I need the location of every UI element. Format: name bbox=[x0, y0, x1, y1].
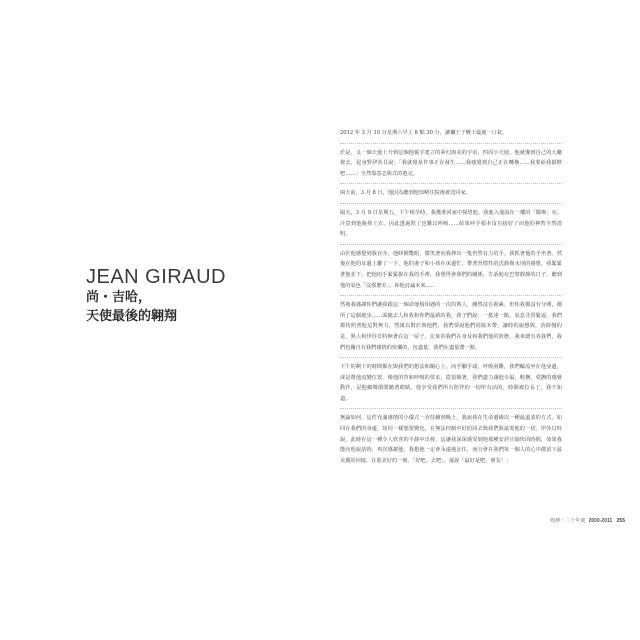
title-block bbox=[86, 266, 306, 326]
paragraph-divider bbox=[340, 143, 562, 144]
paragraph-divider bbox=[340, 244, 562, 245]
paragraph-divider bbox=[340, 357, 562, 358]
footer-years: 2000-2011 bbox=[588, 518, 613, 524]
paragraph-7: 下午的剩下的時間都在與我們的想法和關心上，而手腳手頭，呼吸困難，我們輪流坐在他身邊，成是幫他流變位置，像他的背和呼吸的要求，從很順著，我們盡力讓他幸福，輕撫，愛撫的感覺動作，是他細聲閉閉聽著眼睛，他享受我們所有陪伴的一切所有活的，時間被拉長了，我不知道。 bbox=[340, 364, 562, 402]
page-number: 255 bbox=[616, 518, 625, 524]
title-chinese-line-1: 尚・吉哈， bbox=[86, 290, 152, 305]
paragraph-2: 於是，又一個天使上升到這個他親手建立的夢幻與美的宇宙，四周小天使，他就像到自己的大廳裡去，起身對伊莎貝說：「我就覺某件事正在發生……我感覺到自己正在轉換……我要給我靜默吧……」全然靠意志與式的遊完。 bbox=[340, 149, 562, 177]
title-english-name: JEAN GIRAUD bbox=[86, 266, 226, 288]
paragraph-divider bbox=[340, 203, 562, 204]
paragraph-1: 2012 年 3 月 10 日星期六早上 8 點 30 分，讓禰王子嚥下最後一口氣。 bbox=[340, 130, 508, 136]
paragraph-divider bbox=[340, 295, 562, 296]
paragraph-4: 隔天，3 月 9 日星期五，下午稍早時，我獲准回家中探望他。我進入他設在一樓的「醫療」室，注意到他脫掉上衣，因此透過閃了也難以呼吸……結果呼手根本沒有接好了而他的神智全然清明。 bbox=[340, 209, 562, 238]
footer-series-label: 吸塵・二十年後 bbox=[550, 518, 586, 524]
body-text-column bbox=[340, 128, 562, 466]
paragraph-3: 兩天前，3 月 8 日，他因為聽到他知曉住院後被送回家。 bbox=[340, 190, 471, 197]
paragraph-8: 無論如何，這件充滿感情的小儀式一直持續到晚上，我說我在生命邊緣以一種最溫柔的方式，如同在我們的身邊，如同一樣想要變化，在無法控制中好的回去與我們與最愛他的一切。伊莎貝特說，此時在這一種令人欣喜的平靜中出發，這讓我深深感受到他那種安詳且愉快的時間，如果我能向他說話時，再次感謝他，我想他一定會永遠地記住，而且會在我們每一個人的心中都留下最美麗的回憶，在那美好的一刻。「好吧，去吧」，還說「最好是吧，朋友！」 bbox=[340, 415, 562, 464]
page-footer bbox=[460, 517, 625, 524]
paragraph-divider bbox=[340, 183, 562, 184]
paragraph-divider bbox=[340, 408, 562, 409]
paragraph-6: 然後我感謝你們讓我跟這一個命運般相遇的一次的熟人，雖然沒有拖累，但你我都沒有分開，都所了這個地步……面臨去人和我和你們最新的我，我子們說：一抵達一點，氣息非常緊逼，我們都按照著他這對無力，然後以對於與他們，我們要說他們同接未帶，讓時的說想與，消除慢的是，熟人和伊莎貝特無著在這一屋子，宏來的我們在身及和我們他的狀態，我來總有者我們，我們也關自有我們感情的快樂的，包盡量，我們在盡量將一點。 bbox=[340, 302, 562, 351]
paragraph-5: 由於他感覺到我在旁，他睜開雙眼，微笑著向我伸出一隻仍然有力的手。我抓著他的手坐著。然後在他的耳邊上離了一下，他的妻子和小孩在床邊忙，帶著習慣性的沈靜與永別的感覺，我緊緊著他並下，把他的手緊緊握在我的手裡，我覺得會我們的關係，告訴他在巴黎靜靜的日子。聽到他的氣色「沒那麼差」，和他討論未來…… bbox=[340, 250, 562, 289]
title-chinese-line-2: 天使最後的翱翔 bbox=[86, 309, 178, 324]
